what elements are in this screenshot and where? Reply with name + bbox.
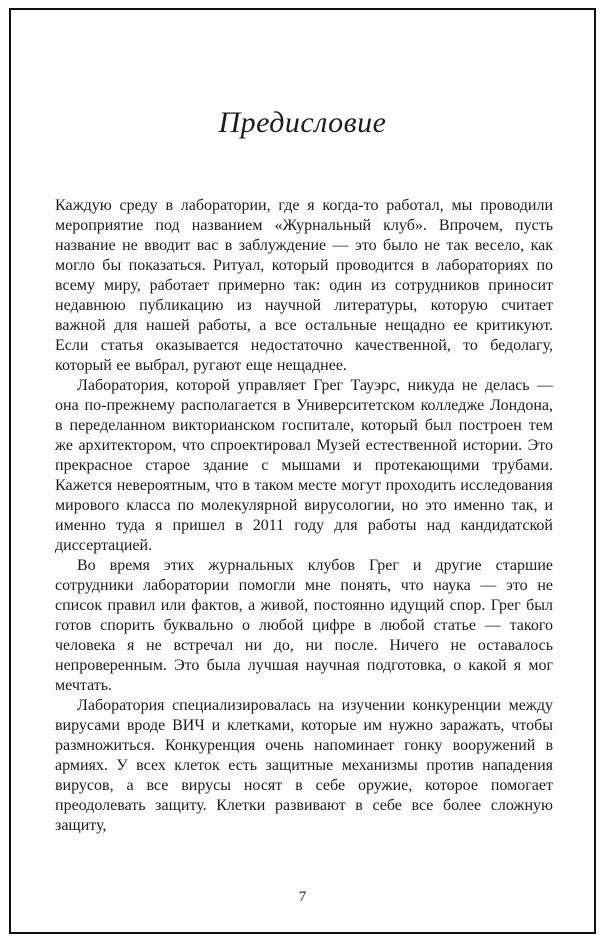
page-number: 7 [298, 889, 307, 905]
paragraph: Во время этих журнальных клубов Грег и другие старшие сотрудники лаборатории помогли мне понять, что наука — это не список правил или фактов, а живой, постоянно идущий спор. Грег был готов спорить буквально о любой цифре в любой статье — такого человека я не встречал ни до, ни после. Ничего не оставалось непроверенным. Это была лучшая научная подготовка, о какой я мог мечтать. [55, 557, 553, 694]
body-text [55, 196, 553, 836]
chapter-title: Предисловие [218, 106, 387, 139]
paragraph: Лаборатория, которой управляет Грег Тауэрс, никуда не делась — она по-прежнему располагается в Университетском колледже Лондона, в переделанном викторианском госпитале, который был построен тем же архитектором, что спроектировал Музей естественной истории. Это прекрасное старое здание с мышами и протекающими трубами. Кажется невероятным, что в таком месте могут проходить исследования мирового класса по молекулярной вирусологии, но это именно так, и именно туда я пришел в 2011 году для работы над кандидатской диссертацией. [55, 377, 553, 554]
book-page-frame [9, 8, 596, 934]
paragraph: Каждую среду в лаборатории, где я когда-то работал, мы проводили мероприятие под названием «Журнальный клуб». Впрочем, пусть название не вводит вас в заблуждение — это было не так весело, как могло бы показаться. Ритуал, который проводится в лабораториях по всему миру, работает примерно так: один из сотрудников приносит недавнюю публикацию из научной литературы, которую считает важной для нашей работы, а все остальные нещадно ее критикуют. Если статья оказывается недостаточно качественной, то бедолагу, который ее выбрал, ругают еще нещаднее. [55, 197, 553, 374]
paragraph: Лаборатория специализировалась на изучении конкуренции между вирусами вроде ВИЧ и клетками, которые им нужно заражать, чтобы размножиться. Конкуренция очень напоминает гонку вооружений в армиях. У всех клеток есть защитные механизмы против нападения вирусов, а все вирусы носят в себе оружие, которое помогает преодолевать защиту. Клетки развивают в себе все более сложную защиту, [55, 697, 553, 834]
